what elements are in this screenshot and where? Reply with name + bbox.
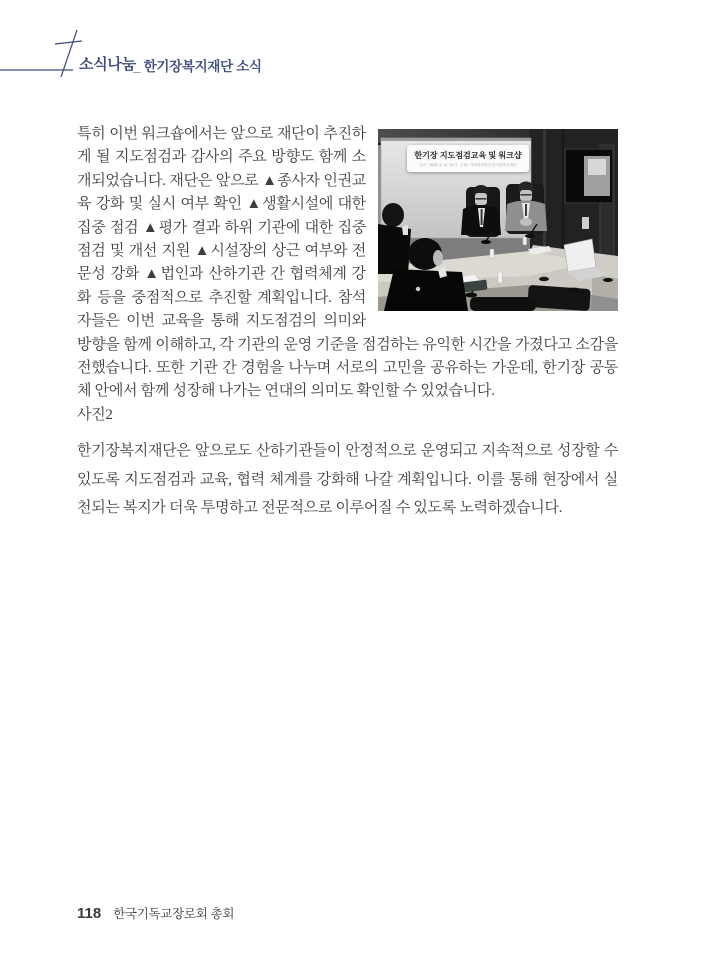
publisher-name: 한국기독교장로회 총회 (113, 907, 235, 921)
article-body (77, 123, 618, 523)
speaker-right (505, 182, 547, 235)
banner-subtitle: 일시 : 2025. 5. 12. 10시 · 주최 : 사회복지법인 한기장복지재단 (419, 161, 517, 167)
paragraph-1: 특히 이번 워크숍에서는 앞으로 재단이 추진하게 될 지도점검과 감사의 주요 방향도 함께 소개되었습니다. 재단은 앞으로 ▲종사자 인권교육 강화 및 실시 여부 확인 ▲생활시설에 대한 집중 점검 ▲평가 결과 하위 기관에 대한 집중 점검 및 개선 지원 ▲시설장의 상근 여부와 전문성 강화 ▲법인과 산하기관 간 협력체계 강화 등을 중점적으로 추진할 계획입니다. 참석자들은 이번 교육을 통해 지도점검의 의미와 방향을 함께 이해하고, 각 기관의 운영 기준을 점검하는 유익한 시간을 가졌다고 소감을 전했습니다. 또한 기관 간 경험을 나누며 서로의 고민을 공유하는 가운데, 한기장 공동체 안에서 함께 성장해 나가는 연대의 의미도 확인할 수 있었습니다. (77, 126, 618, 400)
workshop-photo (378, 129, 618, 311)
screen-banner (407, 145, 529, 172)
photo-caption-marker: 사진2 (77, 406, 113, 423)
page-number: 118 (77, 905, 102, 922)
page-footer (77, 904, 234, 922)
speaker-left (461, 185, 501, 237)
section-subtitle: _ 한기장복지재단 소식 (133, 59, 262, 74)
section-title: 소식나눔 (79, 56, 136, 73)
paragraph-2: 한기장복지재단은 앞으로도 산하기관들이 안정적으로 운영되고 지속적으로 성장할 수 있도록 지도점검과 교육, 협력 체계를 강화해 나갈 계획입니다. 이를 통해 현장에서 실천되는 복지가 더욱 투명하고 전문적으로 이루어질 수 있도록 노력하겠습니다. (77, 443, 618, 517)
banner-title: 한기장 지도점검교육 및 워크샵 (414, 150, 522, 160)
tv-screen (565, 149, 613, 203)
